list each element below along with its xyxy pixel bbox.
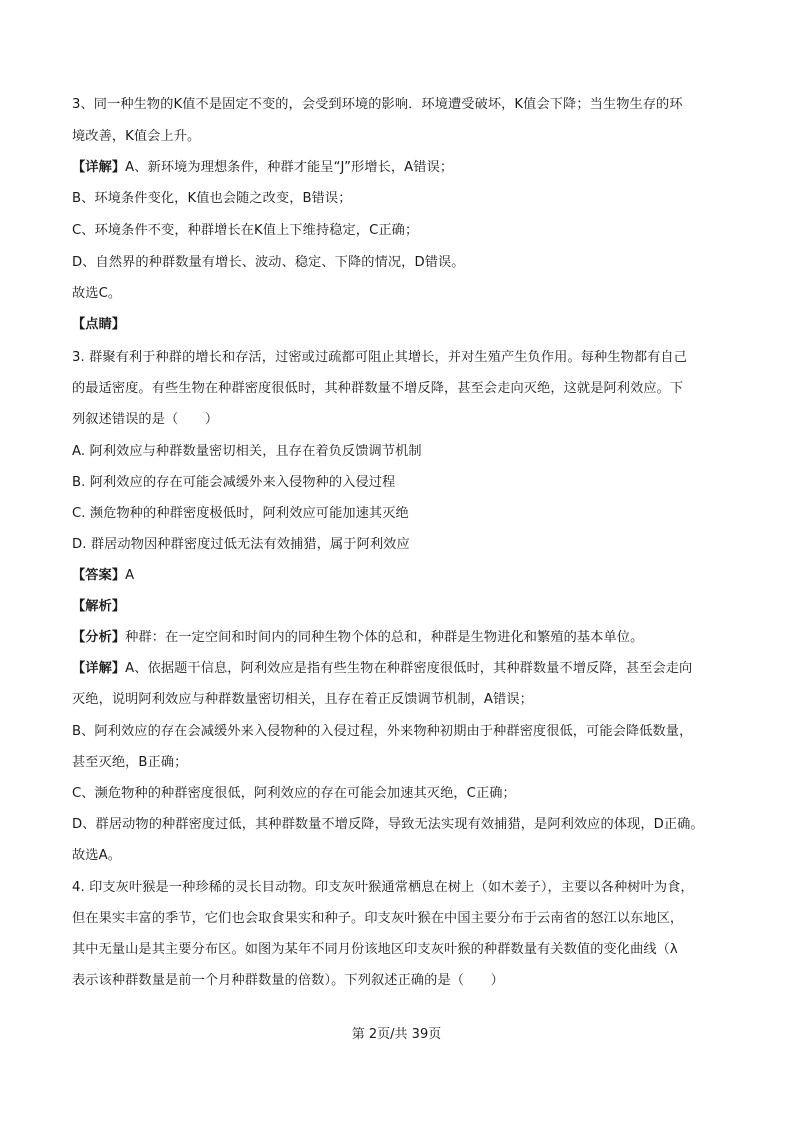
- text-line: D、自然界的种群数量有增长、波动、稳定、下降的情况，D错误。: [72, 255, 465, 270]
- question-3-line: 3. 群聚有利于种群的增长和存活，过密或过疏都可阻止其增长，并对生殖产生负作用。每种生物都有自己: [72, 350, 688, 365]
- question-3-line: 列叙述错误的是（ ）: [72, 412, 219, 427]
- question-3-line: 的最适密度。有些生物在种群密度很低时，其种群数量不增反降，甚至会走向灭绝，这就是阿利效应。下: [72, 381, 684, 396]
- question-4-line: 但在果实丰富的季节，它们也会取食果实和种子。印支灰叶猴在中国主要分布于云南省的怒江以东地区，: [72, 911, 684, 926]
- text-line: 甚至灭绝，B正确；: [72, 755, 188, 770]
- detail-tag: 【详解】: [72, 160, 126, 175]
- points-heading: 【点睛】: [72, 317, 126, 332]
- question-4-line: 表示该种群数量是前一个月种群数量的倍数）。下列叙述正确的是（ ）: [72, 973, 504, 988]
- text-line: B、阿利效应的存在会减缓外来入侵物种的入侵过程，外来物种初期由于种群密度很低，可能会降低数量，: [72, 724, 693, 739]
- option-b: B. 阿利效应的存在可能会减缓外来入侵物种的入侵过程: [72, 475, 396, 490]
- text-line: 【详解】A、依据题干信息，阿利效应是指有些生物在种群密度很低时，其种群数量不增反降，甚至会走向: [72, 661, 693, 676]
- text-line: 【详解】A、新环境为理想条件，种群才能呈“J”形增长，A错误；: [72, 160, 454, 175]
- detail-tag: 【详解】: [72, 661, 126, 676]
- option-d: D. 群居动物因种群密度过低无法有效捕猎，属于阿利效应: [72, 537, 410, 552]
- question-4-line: 其中无量山是其主要分布区。如图为某年不同月份该地区印支灰叶猴的种群数量有关数值的变化曲线（λ: [72, 942, 678, 957]
- text-line: 故选C。: [72, 286, 122, 301]
- text-line: C、濒危物种的种群密度很低，阿利效应的存在可能会加速其灭绝，C正确；: [72, 786, 516, 801]
- text-line: 境改善，K值会上升。: [72, 129, 201, 144]
- answer-line: 【答案】A: [72, 568, 135, 583]
- text-line: B、环境条件变化，K值也会随之改变，B错误；: [72, 191, 352, 206]
- text-line: 故选A。: [72, 848, 121, 863]
- fenxi-tag: 【分析】: [72, 630, 126, 645]
- option-c: C. 濒危物种的种群密度极低时，阿利效应可能加速其灭绝: [72, 506, 409, 521]
- analysis-heading: 【解析】: [72, 599, 126, 614]
- text-line: 灭绝，说明阿利效应与种群数量密切相关，且存在着正反馈调节机制，A错误；: [72, 692, 533, 707]
- text-line: 【分析】种群：在一定空间和时间内的同种生物个体的总和，种群是生物进化和繁殖的基本单位。: [72, 630, 644, 645]
- text-line: 3、同一种生物的K值不是固定不变的，会受到环境的影响．环境遭受破坏，K值会下降；当生物生存的环: [72, 97, 683, 112]
- page-footer: 第 2页/共 39页: [351, 1027, 442, 1042]
- answer-tag: 【答案】: [72, 568, 126, 583]
- option-a: A. 阿利效应与种群数量密切相关，且存在着负反馈调节机制: [72, 444, 422, 459]
- text-line: C、环境条件不变，种群增长在K值上下维持稳定，C正确；: [72, 223, 419, 238]
- text-line: D、群居动物的种群密度过低，其种群数量不增反降，导致无法实现有效捕猎，是阿利效应的体现，D正确。: [72, 817, 704, 832]
- question-4-line: 4. 印支灰叶猴是一种珍稀的灵长目动物。印支灰叶猴通常栖息在树上（如木姜子），主要以各种树叶为食，: [72, 880, 694, 895]
